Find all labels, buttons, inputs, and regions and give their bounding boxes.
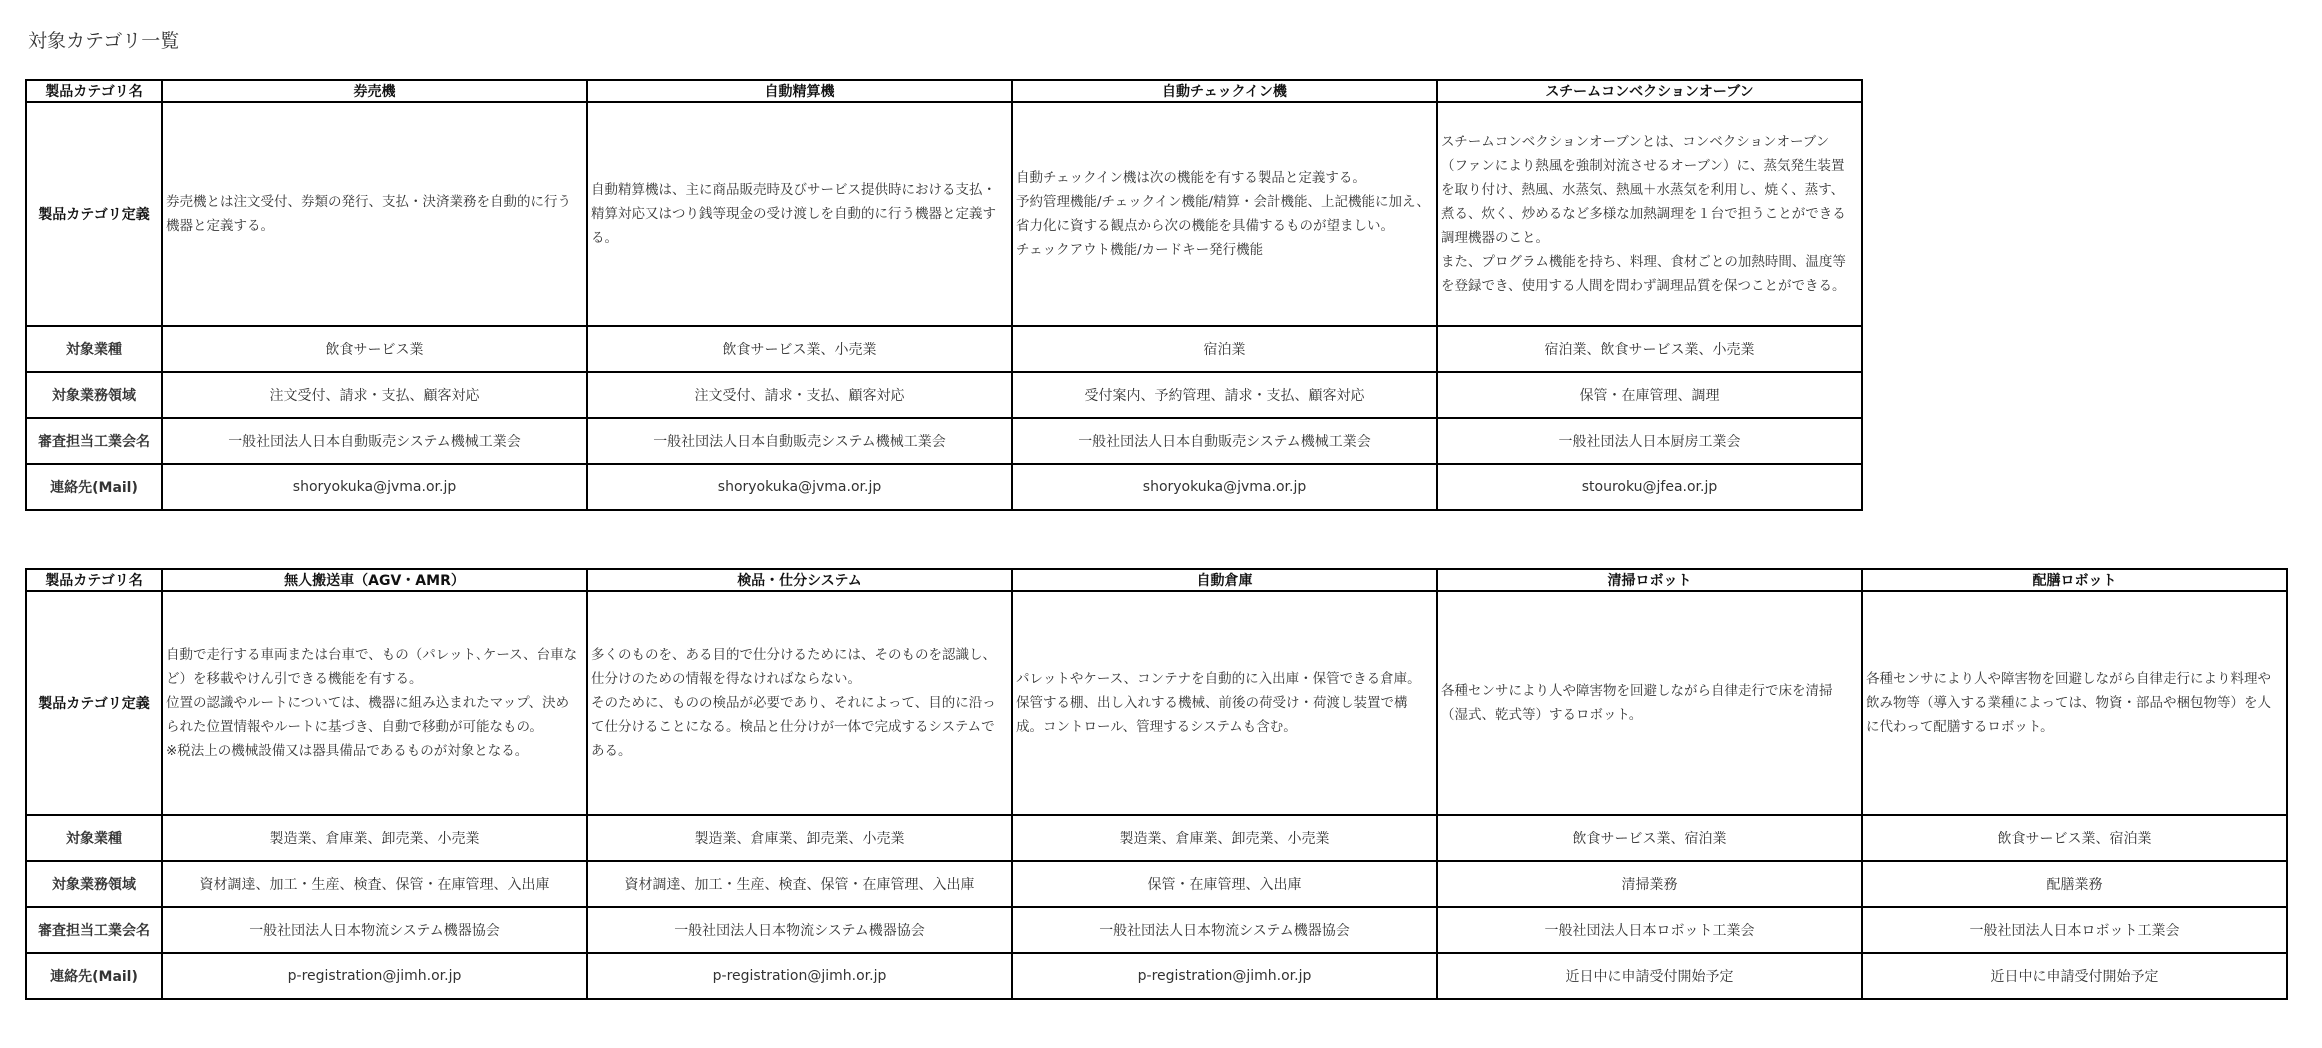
business-area-cell: 保管・在庫管理、入出庫 xyxy=(1012,861,1437,907)
definition-row xyxy=(26,591,2287,815)
definition-row xyxy=(26,102,1862,326)
contact-note: 近日中に申請受付開始予定 xyxy=(1437,953,1862,999)
definition-cell: 自動精算機は、主に商品販売時及びサービス提供時における支払・精算対応又はつり銭等現金の受け渡しを自動的に行う機器と定義する。 xyxy=(587,102,1012,326)
industry-cell: 飲食サービス業、小売業 xyxy=(587,326,1012,372)
category-name-cell: 自動チェックイン機 xyxy=(1012,80,1437,102)
contact-email[interactable]: shoryokuka@jvma.or.jp xyxy=(162,464,587,510)
business-area-cell: 資材調達、加工・生産、検査、保管・在庫管理、入出庫 xyxy=(587,861,1012,907)
row-label-contact: 連絡先(Mail) xyxy=(26,464,162,510)
industry-cell: 宿泊業、飲食サービス業、小売業 xyxy=(1437,326,1862,372)
row-label-association: 審査担当工業会名 xyxy=(26,418,162,464)
industry-cell: 飲食サービス業、宿泊業 xyxy=(1862,815,2287,861)
contact-email[interactable]: p-registration@jimh.or.jp xyxy=(587,953,1012,999)
definition-cell: スチームコンベクションオーブンとは、コンベクションオーブン（ファンにより熱風を強制対流させるオーブン）に、蒸気発生装置を取り付け、熱風、水蒸気、熱風＋水蒸気を利用し、焼く、蒸す、煮る、炊く、炒めるなど多様な加熱調理を１台で担うことができる調理機器のこと。 また、プログラム機能を持ち、料理、食材ごとの加熱時間、温度等を登録でき、使用する人間を問わず調理品質を保つことができる。 xyxy=(1437,102,1862,326)
industry-cell: 宿泊業 xyxy=(1012,326,1437,372)
business-area-cell: 注文受付、請求・支払、顧客対応 xyxy=(162,372,587,418)
row-label-association: 審査担当工業会名 xyxy=(26,907,162,953)
industry-row xyxy=(26,815,2287,861)
category-name-row xyxy=(26,80,1862,102)
definition-cell: 各種センサにより人や障害物を回避しながら自律走行で床を清掃（湿式、乾式等）するロボット。 xyxy=(1437,591,1862,815)
business-area-cell: 清掃業務 xyxy=(1437,861,1862,907)
association-row xyxy=(26,418,1862,464)
row-label-business-area: 対象業務領域 xyxy=(26,372,162,418)
industry-cell: 製造業、倉庫業、卸売業、小売業 xyxy=(587,815,1012,861)
association-cell: 一般社団法人日本自動販売システム機械工業会 xyxy=(1012,418,1437,464)
industry-cell: 製造業、倉庫業、卸売業、小売業 xyxy=(1012,815,1437,861)
contact-row xyxy=(26,953,2287,999)
category-name-cell: 券売機 xyxy=(162,80,587,102)
row-label-industry: 対象業種 xyxy=(26,326,162,372)
category-name-cell: 自動精算機 xyxy=(587,80,1012,102)
business-area-row xyxy=(26,861,2287,907)
industry-row xyxy=(26,326,1862,372)
category-name-cell: 検品・仕分システム xyxy=(587,569,1012,591)
category-name-cell: スチームコンベクションオーブン xyxy=(1437,80,1862,102)
business-area-cell: 配膳業務 xyxy=(1862,861,2287,907)
definition-cell: 各種センサにより人や障害物を回避しながら自律走行により料理や飲み物等（導入する業種によっては、物資・部品や梱包物等）を人に代わって配膳するロボット。 xyxy=(1862,591,2287,815)
row-label-contact: 連絡先(Mail) xyxy=(26,953,162,999)
page-title: 対象カテゴリ一覧 xyxy=(28,30,180,52)
contact-row xyxy=(26,464,1862,510)
business-area-cell: 受付案内、予約管理、請求・支払、顧客対応 xyxy=(1012,372,1437,418)
contact-email[interactable]: stouroku@jfea.or.jp xyxy=(1437,464,1862,510)
association-cell: 一般社団法人日本物流システム機器協会 xyxy=(1012,907,1437,953)
business-area-cell: 保管・在庫管理、調理 xyxy=(1437,372,1862,418)
definition-cell: 自動で走行する車両または台車で、もの（パレット､ケース、台車など）を移載やけん引できる機能を有する。 位置の認識やルートについては、機器に組み込まれたマップ、決められた位置情報やルートに基づき、自動で移動が可能なもの。 ※税法上の機械設備又は器具備品であるものが対象となる。 xyxy=(162,591,587,815)
category-name-cell: 配膳ロボット xyxy=(1862,569,2287,591)
category-name-cell: 無人搬送車（AGV・AMR） xyxy=(162,569,587,591)
contact-email[interactable]: p-registration@jimh.or.jp xyxy=(1012,953,1437,999)
definition-cell: 自動チェックイン機は次の機能を有する製品と定義する。 予約管理機能/チェックイン機能/精算・会計機能、上記機能に加え、省力化に資する観点から次の機能を具備するものが望ましい。 チェックアウト機能/カードキー発行機能 xyxy=(1012,102,1437,326)
category-table-1 xyxy=(25,79,1863,511)
row-label-definition: 製品カテゴリ定義 xyxy=(26,591,162,815)
business-area-row xyxy=(26,372,1862,418)
row-label-business-area: 対象業務領域 xyxy=(26,861,162,907)
definition-cell: 多くのものを、ある目的で仕分けるためには、そのものを認識し、仕分けのための情報を得なければならない。 そのために、ものの検品が必要であり、それによって、目的に沿って仕分けることになる。検品と仕分けが一体で完成するシステムである。 xyxy=(587,591,1012,815)
industry-cell: 飲食サービス業、宿泊業 xyxy=(1437,815,1862,861)
contact-note: 近日中に申請受付開始予定 xyxy=(1862,953,2287,999)
category-table-2 xyxy=(25,568,2288,1000)
category-name-row xyxy=(26,569,2287,591)
association-cell: 一般社団法人日本ロボット工業会 xyxy=(1862,907,2287,953)
contact-email[interactable]: p-registration@jimh.or.jp xyxy=(162,953,587,999)
definition-cell: パレットやケース、コンテナを自動的に入出庫・保管できる倉庫。 保管する棚、出し入れする機械、前後の荷受け・荷渡し装置で構成。コントロール、管理するシステムも含む。 xyxy=(1012,591,1437,815)
contact-email[interactable]: shoryokuka@jvma.or.jp xyxy=(587,464,1012,510)
industry-cell: 飲食サービス業 xyxy=(162,326,587,372)
association-cell: 一般社団法人日本物流システム機器協会 xyxy=(587,907,1012,953)
category-name-cell: 清掃ロボット xyxy=(1437,569,1862,591)
contact-email[interactable]: shoryokuka@jvma.or.jp xyxy=(1012,464,1437,510)
category-name-cell: 自動倉庫 xyxy=(1012,569,1437,591)
association-cell: 一般社団法人日本自動販売システム機械工業会 xyxy=(587,418,1012,464)
row-label-category-name: 製品カテゴリ名 xyxy=(26,80,162,102)
association-cell: 一般社団法人日本ロボット工業会 xyxy=(1437,907,1862,953)
industry-cell: 製造業、倉庫業、卸売業、小売業 xyxy=(162,815,587,861)
business-area-cell: 資材調達、加工・生産、検査、保管・在庫管理、入出庫 xyxy=(162,861,587,907)
association-row xyxy=(26,907,2287,953)
association-cell: 一般社団法人日本厨房工業会 xyxy=(1437,418,1862,464)
business-area-cell: 注文受付、請求・支払、顧客対応 xyxy=(587,372,1012,418)
association-cell: 一般社団法人日本自動販売システム機械工業会 xyxy=(162,418,587,464)
association-cell: 一般社団法人日本物流システム機器協会 xyxy=(162,907,587,953)
definition-cell: 券売機とは注文受付、券類の発行、支払・決済業務を自動的に行う機器と定義する。 xyxy=(162,102,587,326)
row-label-industry: 対象業種 xyxy=(26,815,162,861)
row-label-definition: 製品カテゴリ定義 xyxy=(26,102,162,326)
row-label-category-name: 製品カテゴリ名 xyxy=(26,569,162,591)
